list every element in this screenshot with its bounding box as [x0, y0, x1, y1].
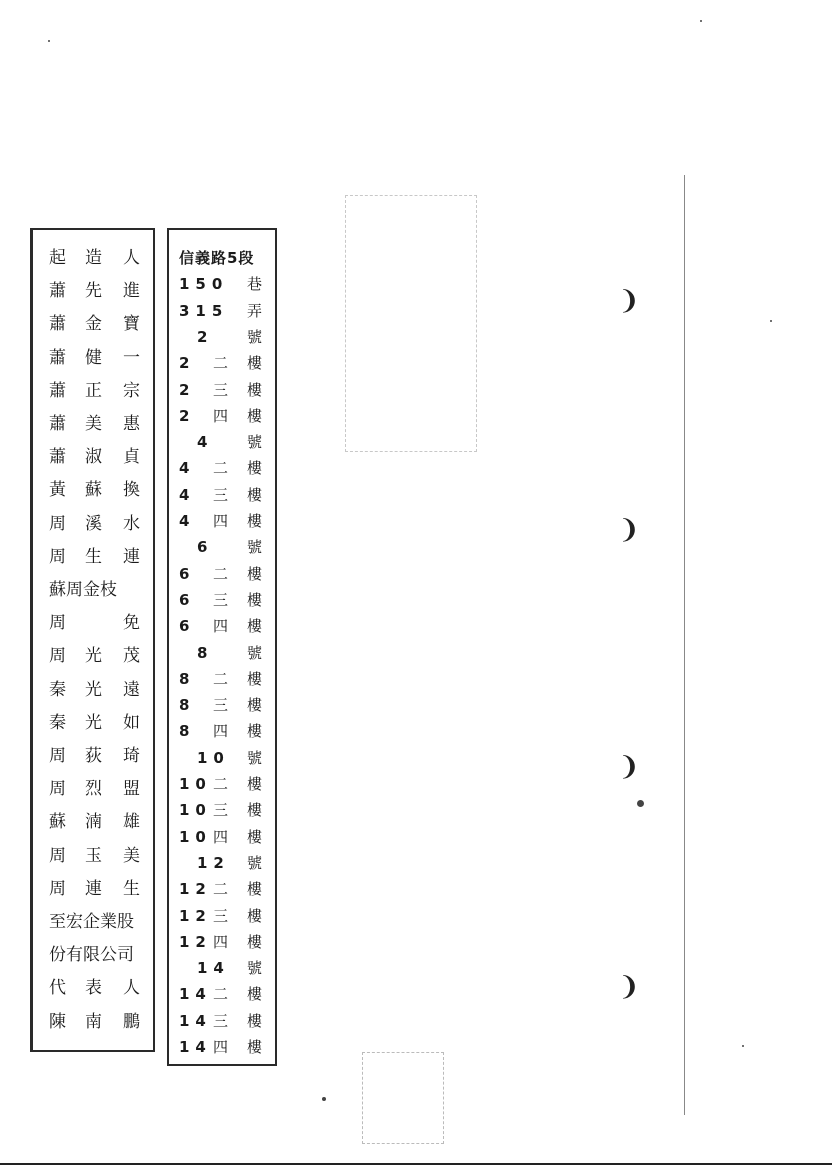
applicant-cell-a: 份有限公司: [49, 945, 134, 966]
applicant-cell-c: 連: [123, 546, 140, 567]
address-row: [175, 875, 271, 903]
applicant-cell-b: 先: [85, 281, 102, 302]
applicant-row: [39, 377, 149, 405]
address-cell-a: 12: [179, 906, 212, 925]
applicant-cell-c: 水: [123, 513, 140, 534]
address-row: [175, 533, 271, 561]
applicant-cell-b: 連: [85, 878, 102, 899]
address-cell-a: 10: [179, 827, 212, 846]
address-cell-c: 樓: [247, 485, 263, 504]
address-cell-b: 二: [213, 880, 229, 899]
address-cell-b: 二: [213, 669, 229, 688]
address-cell-b: 四: [213, 617, 229, 636]
address-cell-c: 弄: [247, 301, 263, 320]
address-cell-c: 號: [247, 433, 263, 452]
address-cell-a: 4: [179, 485, 196, 504]
applicant-cell-a: 蕭: [49, 281, 66, 302]
address-cell-a: 8: [179, 669, 196, 688]
address-list: [167, 228, 277, 1066]
applicant-cell-a: 代: [49, 978, 66, 999]
applicant-row: [39, 875, 149, 903]
address-cell-c: 樓: [247, 1011, 263, 1030]
address-cell-a: 8: [197, 643, 214, 662]
address-cell-b: 二: [213, 459, 229, 478]
scan-speck: [637, 800, 644, 807]
address-cell-a: 10: [197, 748, 230, 767]
scan-speck: [700, 20, 702, 22]
faded-stamp-bottom: [362, 1052, 444, 1144]
applicant-cell-c: 茂: [123, 646, 140, 667]
applicant-cell-c: 人: [123, 248, 140, 268]
address-cell-c: 樓: [247, 669, 263, 688]
applicant-cell-a: 蕭: [49, 314, 66, 335]
applicant-row: [39, 510, 149, 538]
address-cell-b: 四: [213, 1038, 229, 1056]
applicant-cell-b: 光: [85, 712, 102, 733]
applicant-cell-a: 秦: [49, 712, 66, 733]
address-cell-b: 四: [213, 406, 229, 425]
address-row: [175, 376, 271, 404]
applicant-cell-b: 金: [85, 314, 102, 335]
address-cell-b: 三: [213, 696, 229, 715]
address-cell-c: 樓: [247, 880, 263, 899]
address-cell-c: 樓: [247, 722, 263, 741]
address-cell-c: 號: [247, 538, 263, 557]
address-cell-b: 四: [213, 827, 229, 846]
bottom-edge-line: [0, 1163, 832, 1165]
applicant-cell-a: 周: [49, 779, 66, 800]
applicant-cell-b: 正: [85, 380, 102, 401]
address-cell-c: 樓: [247, 985, 263, 1004]
binding-hole-mark: ❩: [618, 515, 640, 545]
binding-hole-mark: ❩: [618, 286, 640, 316]
address-row: [175, 823, 271, 851]
applicant-cell-b: 蘇: [85, 480, 102, 501]
address-row: [175, 270, 271, 298]
address-cell-b: 四: [213, 932, 229, 951]
applicant-cell-b: 生: [85, 546, 102, 567]
applicant-row: [39, 941, 149, 969]
applicant-cell-b: 烈: [85, 779, 102, 800]
address-cell-a: 6: [197, 538, 214, 557]
address-cell-a: 2: [179, 354, 196, 373]
address-cell-a: 10: [179, 801, 212, 820]
applicant-cell-c: 遠: [123, 679, 140, 700]
address-cell-a: 14: [179, 1038, 212, 1056]
address-cell-a: 6: [179, 590, 196, 609]
applicant-cell-a: 周: [49, 613, 66, 634]
address-cell-c: 號: [247, 853, 263, 872]
applicant-cell-c: 宗: [123, 380, 140, 401]
applicant-cell-b: 造: [85, 248, 102, 268]
address-cell-c: 樓: [247, 1038, 263, 1056]
applicant-cell-c: 雄: [123, 812, 140, 833]
applicant-row: [39, 742, 149, 770]
address-row: [175, 980, 271, 1008]
applicant-cell-a: 周: [49, 878, 66, 899]
applicant-cell-b: 美: [85, 414, 102, 434]
applicant-row: [39, 476, 149, 504]
address-cell-b: 二: [213, 564, 229, 583]
applicant-cell-a: 蘇周金枝: [49, 580, 117, 600]
applicant-cell-a: 蕭: [49, 380, 66, 401]
right-margin-line: [684, 175, 685, 1115]
address-cell-b: 三: [213, 380, 229, 399]
applicant-cell-b: 荻: [85, 746, 102, 766]
applicant-row: [39, 576, 149, 604]
address-cell-c: 樓: [247, 775, 263, 793]
address-row: [175, 454, 271, 482]
applicant-cell-c: 盟: [123, 779, 140, 800]
address-cell-c: 樓: [247, 512, 263, 530]
applicant-cell-a: 蕭: [49, 447, 66, 468]
address-row: [175, 665, 271, 693]
address-cell-c: 號: [247, 959, 263, 978]
applicant-row: [39, 709, 149, 737]
applicant-row: [39, 543, 149, 571]
address-row: [175, 297, 271, 325]
binding-hole-mark: ❩: [618, 972, 640, 1002]
address-row: [175, 586, 271, 614]
address-cell-c: 樓: [247, 406, 263, 425]
applicant-cell-b: 溪: [85, 513, 102, 534]
applicant-row: [39, 842, 149, 870]
scan-speck: [48, 40, 50, 42]
applicant-cell-a: 周: [49, 646, 66, 667]
scan-speck: [770, 320, 772, 322]
applicant-cell-c: 一: [123, 347, 140, 368]
address-cell-c: 樓: [247, 617, 263, 636]
applicant-row: [39, 310, 149, 338]
applicant-row: [39, 244, 149, 272]
applicant-cell-a: 黃: [49, 480, 66, 501]
address-row: [175, 796, 271, 824]
applicant-cell-c: 免: [123, 613, 140, 634]
address-cell-a: 150: [179, 275, 229, 294]
address-row: [175, 928, 271, 956]
address-cell-b: 二: [213, 775, 229, 793]
address-row: [175, 691, 271, 719]
address-row: [175, 612, 271, 640]
applicant-cell-a: 至宏企業股: [49, 912, 134, 932]
applicant-row: [39, 908, 149, 936]
address-cell-a: 8: [179, 696, 196, 715]
address-cell-c: 號: [247, 748, 263, 767]
scan-speck: [322, 1097, 326, 1101]
applicant-cell-c: 進: [123, 281, 140, 302]
address-cell-a: 4: [197, 433, 214, 452]
address-cell-a: 6: [179, 617, 196, 636]
address-row: [175, 849, 271, 877]
address-cell-c: 樓: [247, 564, 263, 583]
address-row: [175, 349, 271, 377]
applicant-cell-a: 周: [49, 513, 66, 534]
applicant-cell-c: 鵬: [123, 1011, 140, 1032]
address-cell-a: 14: [179, 985, 212, 1004]
address-cell-a: 14: [197, 959, 230, 978]
address-cell-a: 10: [179, 775, 212, 793]
address-cell-b: 二: [213, 354, 229, 373]
address-cell-c: 巷: [247, 275, 263, 294]
address-cell-b: 四: [213, 512, 229, 530]
applicant-cell-a: 秦: [49, 679, 66, 700]
address-row: [175, 1033, 271, 1061]
binding-hole-mark: ❩: [618, 752, 640, 782]
applicant-cell-c: 寶: [123, 314, 140, 335]
address-row: [175, 402, 271, 430]
applicant-row: [39, 642, 149, 670]
address-cell-c: 樓: [247, 354, 263, 373]
applicant-cell-b: 玉: [85, 845, 102, 866]
applicant-row: [39, 609, 149, 637]
address-cell-a: 信義路5段: [179, 249, 255, 267]
applicant-row: [39, 775, 149, 803]
address-row: [175, 744, 271, 772]
address-cell-b: 三: [213, 590, 229, 609]
address-row: [175, 1007, 271, 1035]
address-cell-b: 三: [213, 1011, 229, 1030]
address-cell-a: 315: [179, 301, 229, 320]
address-cell-c: 樓: [247, 801, 263, 820]
applicant-cell-b: 光: [85, 646, 102, 667]
applicant-cell-a: 周: [49, 546, 66, 567]
address-cell-c: 樓: [247, 696, 263, 715]
address-row: [175, 770, 271, 798]
address-row: [175, 717, 271, 745]
address-cell-a: 12: [179, 932, 212, 951]
address-cell-a: 12: [179, 880, 212, 899]
address-cell-c: 號: [247, 327, 263, 346]
applicant-cell-c: 生: [123, 878, 140, 899]
applicant-cell-a: 周: [49, 746, 66, 766]
address-cell-c: 樓: [247, 932, 263, 951]
address-cell-c: 樓: [247, 380, 263, 399]
address-row: [175, 639, 271, 667]
applicant-row: [39, 676, 149, 704]
address-row: [175, 481, 271, 509]
applicant-cell-c: 美: [123, 845, 140, 866]
address-cell-c: 樓: [247, 590, 263, 609]
applicant-cell-c: 琦: [123, 746, 140, 766]
applicant-row: [39, 974, 149, 1002]
applicant-list: [30, 228, 155, 1052]
applicant-cell-a: 蘇: [49, 812, 66, 833]
applicant-cell-a: 起: [49, 248, 66, 268]
address-cell-a: 2: [179, 406, 196, 425]
address-cell-b: 三: [213, 801, 229, 820]
address-cell-b: 三: [213, 906, 229, 925]
applicant-cell-a: 陳: [49, 1011, 66, 1032]
applicant-cell-b: 湳: [85, 812, 102, 833]
applicant-cell-b: 表: [85, 978, 102, 999]
address-cell-a: 2: [197, 327, 214, 346]
address-cell-a: 4: [179, 459, 196, 478]
applicant-cell-c: 惠: [123, 414, 140, 434]
address-cell-c: 樓: [247, 459, 263, 478]
applicant-cell-c: 人: [123, 978, 140, 999]
address-row: [175, 954, 271, 982]
address-cell-a: 14: [179, 1011, 212, 1030]
applicant-cell-b: 南: [85, 1011, 102, 1032]
applicant-cell-c: 換: [123, 480, 140, 501]
address-row: [175, 507, 271, 535]
address-cell-a: 6: [179, 564, 196, 583]
address-cell-b: 三: [213, 485, 229, 504]
address-cell-c: 號: [247, 643, 263, 662]
applicant-cell-b: 淑: [85, 447, 102, 468]
address-cell-a: 12: [197, 853, 230, 872]
applicant-cell-a: 蕭: [49, 347, 66, 368]
applicant-cell-a: 蕭: [49, 414, 66, 434]
address-cell-a: 4: [179, 512, 196, 530]
address-cell-c: 樓: [247, 906, 263, 925]
applicant-cell-b: 健: [85, 347, 102, 368]
address-cell-c: 樓: [247, 827, 263, 846]
applicant-row: [39, 344, 149, 372]
address-cell-b: 二: [213, 985, 229, 1004]
applicant-row: [39, 443, 149, 471]
scan-speck: [742, 1045, 744, 1047]
address-row: [175, 902, 271, 930]
applicant-cell-c: 貞: [123, 447, 140, 468]
applicant-row: [39, 410, 149, 438]
applicant-row: [39, 808, 149, 836]
applicant-row: [39, 277, 149, 305]
address-cell-b: 四: [213, 722, 229, 741]
address-cell-a: 8: [179, 722, 196, 741]
applicant-cell-b: 光: [85, 679, 102, 700]
applicant-cell-a: 周: [49, 845, 66, 866]
address-cell-a: 2: [179, 380, 196, 399]
address-row: [175, 244, 271, 272]
address-row: [175, 428, 271, 456]
applicant-cell-c: 如: [123, 712, 140, 733]
faded-stamp: [345, 195, 477, 452]
address-row: [175, 560, 271, 588]
applicant-row: [39, 1008, 149, 1036]
address-row: [175, 323, 271, 351]
